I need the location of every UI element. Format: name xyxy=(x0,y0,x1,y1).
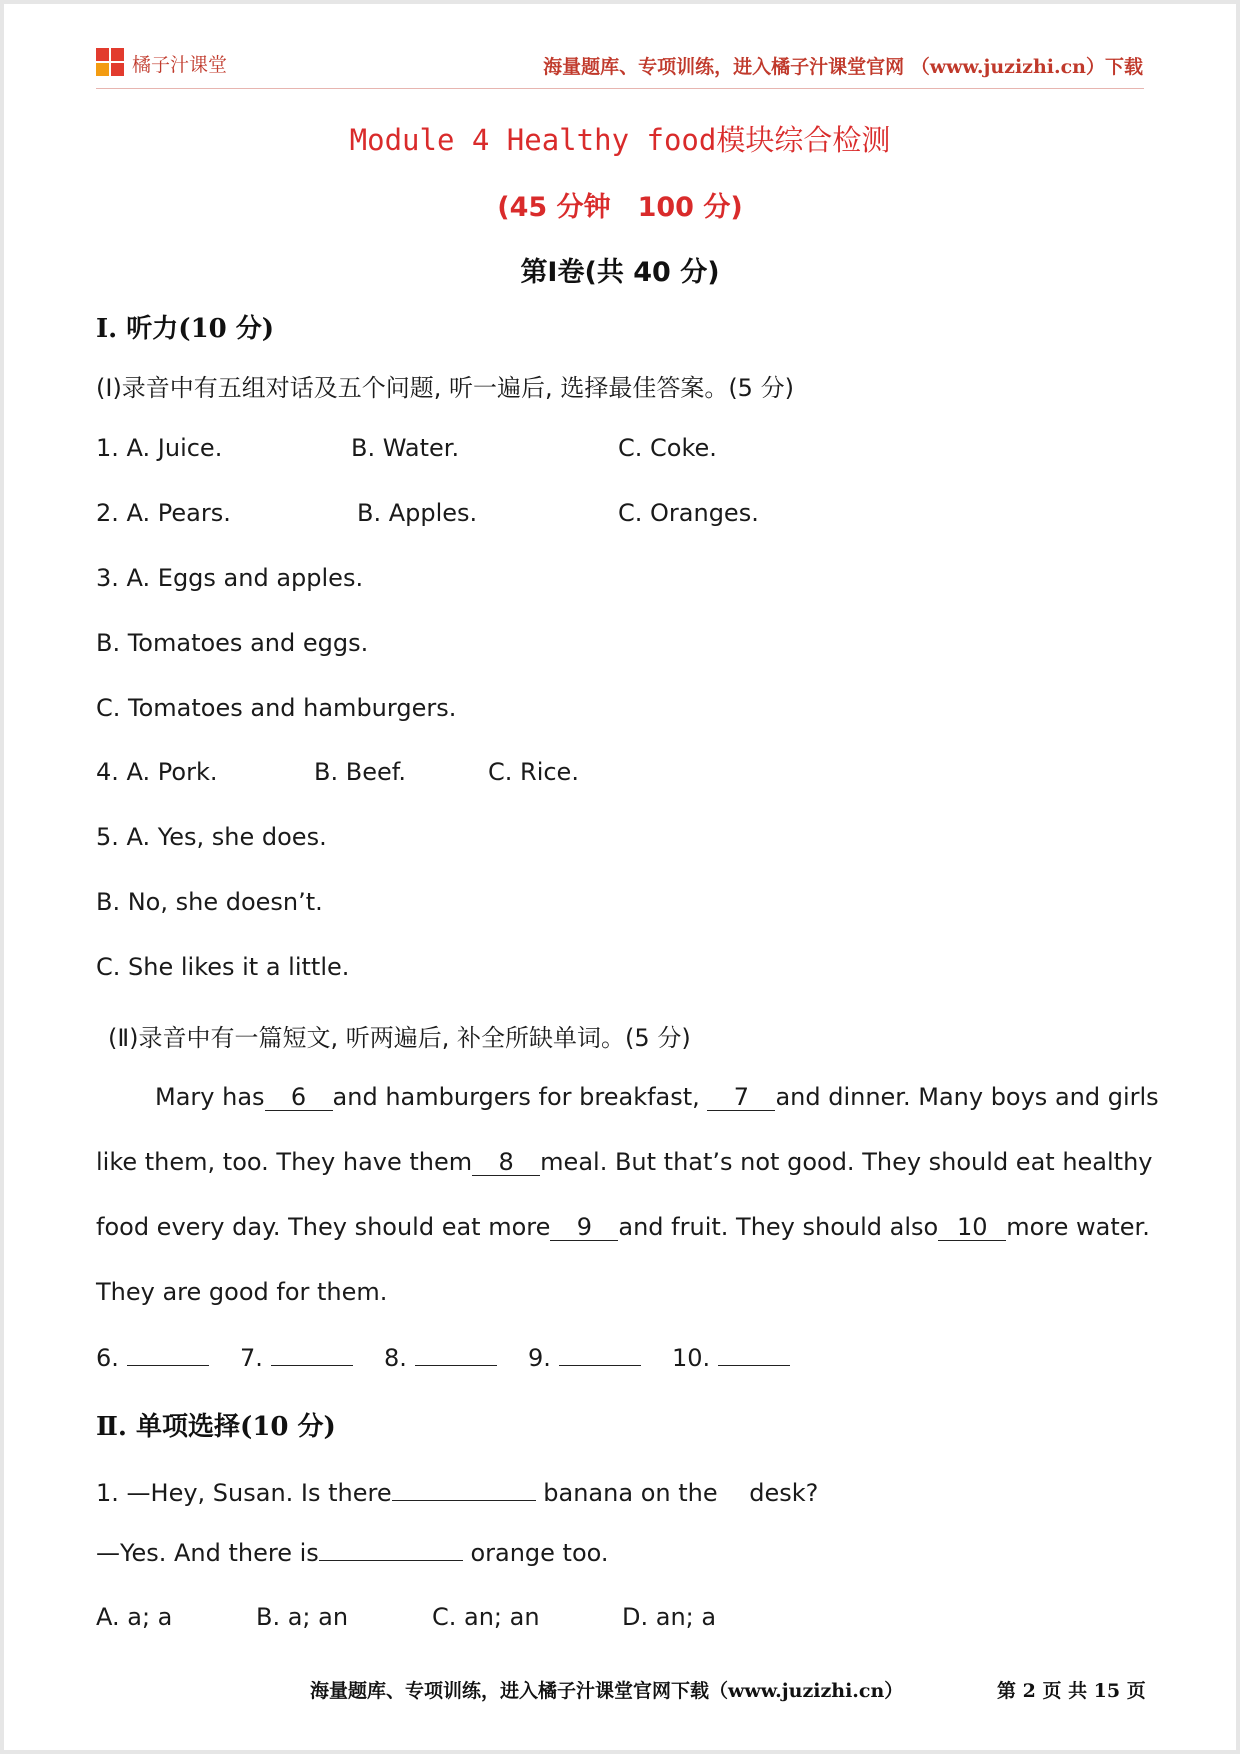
answer-7[interactable]: 7. xyxy=(240,1343,353,1372)
passage-line-3: food every day. They should eat more 9 and fruit. They should also 10 more water. xyxy=(96,1213,1150,1241)
time-score: (45 分钟 100 分) xyxy=(497,192,743,223)
passage-line-2: like them, too. They have them 8 meal. But that’s not good. They should eat healthy xyxy=(96,1148,1153,1176)
choice-q1-blank-2[interactable] xyxy=(319,1538,463,1561)
q3-option-c: C. Tomatoes and hamburgers. xyxy=(96,694,457,722)
answer-6[interactable]: 6. xyxy=(96,1343,209,1372)
q1-option-b: B. Water. xyxy=(351,434,460,462)
page-number: 第 2 页 共 15 页 xyxy=(997,1680,1146,1702)
part-heading: 第Ⅰ卷(共 40 分) xyxy=(520,257,720,288)
choice-q1-option-b: B. a; an xyxy=(256,1603,349,1631)
q1-option-a: 1. A. Juice. xyxy=(96,434,223,462)
answer-8[interactable]: 8. xyxy=(384,1343,497,1372)
answer-9[interactable]: 9. xyxy=(528,1343,641,1372)
q5-option-b: B. No, she doesn’t. xyxy=(96,888,323,916)
listening-part2-instruction: (Ⅱ)录音中有一篇短文, 听两遍后, 补全所缺单词。(5 分) xyxy=(108,1024,691,1052)
q4-option-c: C. Rice. xyxy=(488,758,579,786)
blank-8: 8 xyxy=(472,1149,540,1176)
document-page xyxy=(4,4,1236,1750)
q1-option-c: C. Coke. xyxy=(618,434,717,462)
blank-9: 9 xyxy=(550,1214,618,1241)
blank-7: 7 xyxy=(707,1084,775,1111)
answer-10[interactable]: 10. xyxy=(672,1343,790,1372)
q3-option-b: B. Tomatoes and eggs. xyxy=(96,629,369,657)
juzizhi-logo-icon xyxy=(96,48,126,78)
listening-part1-instruction: (Ⅰ)录音中有五组对话及五个问题, 听一遍后, 选择最佳答案。(5 分) xyxy=(96,374,794,402)
choice-q1-blank-1[interactable] xyxy=(392,1478,536,1501)
blank-10: 10 xyxy=(938,1214,1006,1241)
q2-option-c: C. Oranges. xyxy=(618,499,759,527)
q5-option-c: C. She likes it a little. xyxy=(96,953,350,981)
logo-text: 橘子汁课堂 xyxy=(132,54,228,76)
header-divider xyxy=(96,88,1144,89)
choice-q1-option-c: C. an; an xyxy=(432,1603,540,1631)
passage-line-1: Mary has 6 and hamburgers for breakfast, 7 and dinner. Many boys and girls xyxy=(155,1083,1159,1111)
blank-6: 6 xyxy=(265,1084,333,1111)
page-title: Module 4 Healthy food模块综合检测 xyxy=(349,123,891,157)
footer-website-text: 海量题库、专项训练，进入橘子汁课堂官网下载（www.juzizhi.cn） xyxy=(310,1680,904,1702)
q4-option-a: 4. A. Pork. xyxy=(96,758,218,786)
header-website-text: 海量题库、专项训练，进入橘子汁课堂官网 （www.juzizhi.cn）下载 xyxy=(543,56,1143,78)
choice-q1-line2: —Yes. And there is orange too. xyxy=(96,1539,609,1567)
section-listening-heading: Ⅰ. 听力(10 分) xyxy=(96,314,275,344)
q4-option-b: B. Beef. xyxy=(314,758,407,786)
q3-option-a: 3. A. Eggs and apples. xyxy=(96,564,364,592)
choice-q1-option-a: A. a; a xyxy=(96,1603,173,1631)
choice-q1-line1: 1. —Hey, Susan. Is there banana on the desk? xyxy=(96,1479,819,1507)
passage-line-4: They are good for them. xyxy=(96,1278,388,1306)
choice-q1-option-d: D. an; a xyxy=(622,1603,717,1631)
q2-option-b: B. Apples. xyxy=(357,499,478,527)
section-choice-heading: Ⅱ. 单项选择(10 分) xyxy=(96,1412,336,1442)
q2-option-a: 2. A. Pears. xyxy=(96,499,231,527)
q5-option-a: 5. A. Yes, she does. xyxy=(96,823,327,851)
